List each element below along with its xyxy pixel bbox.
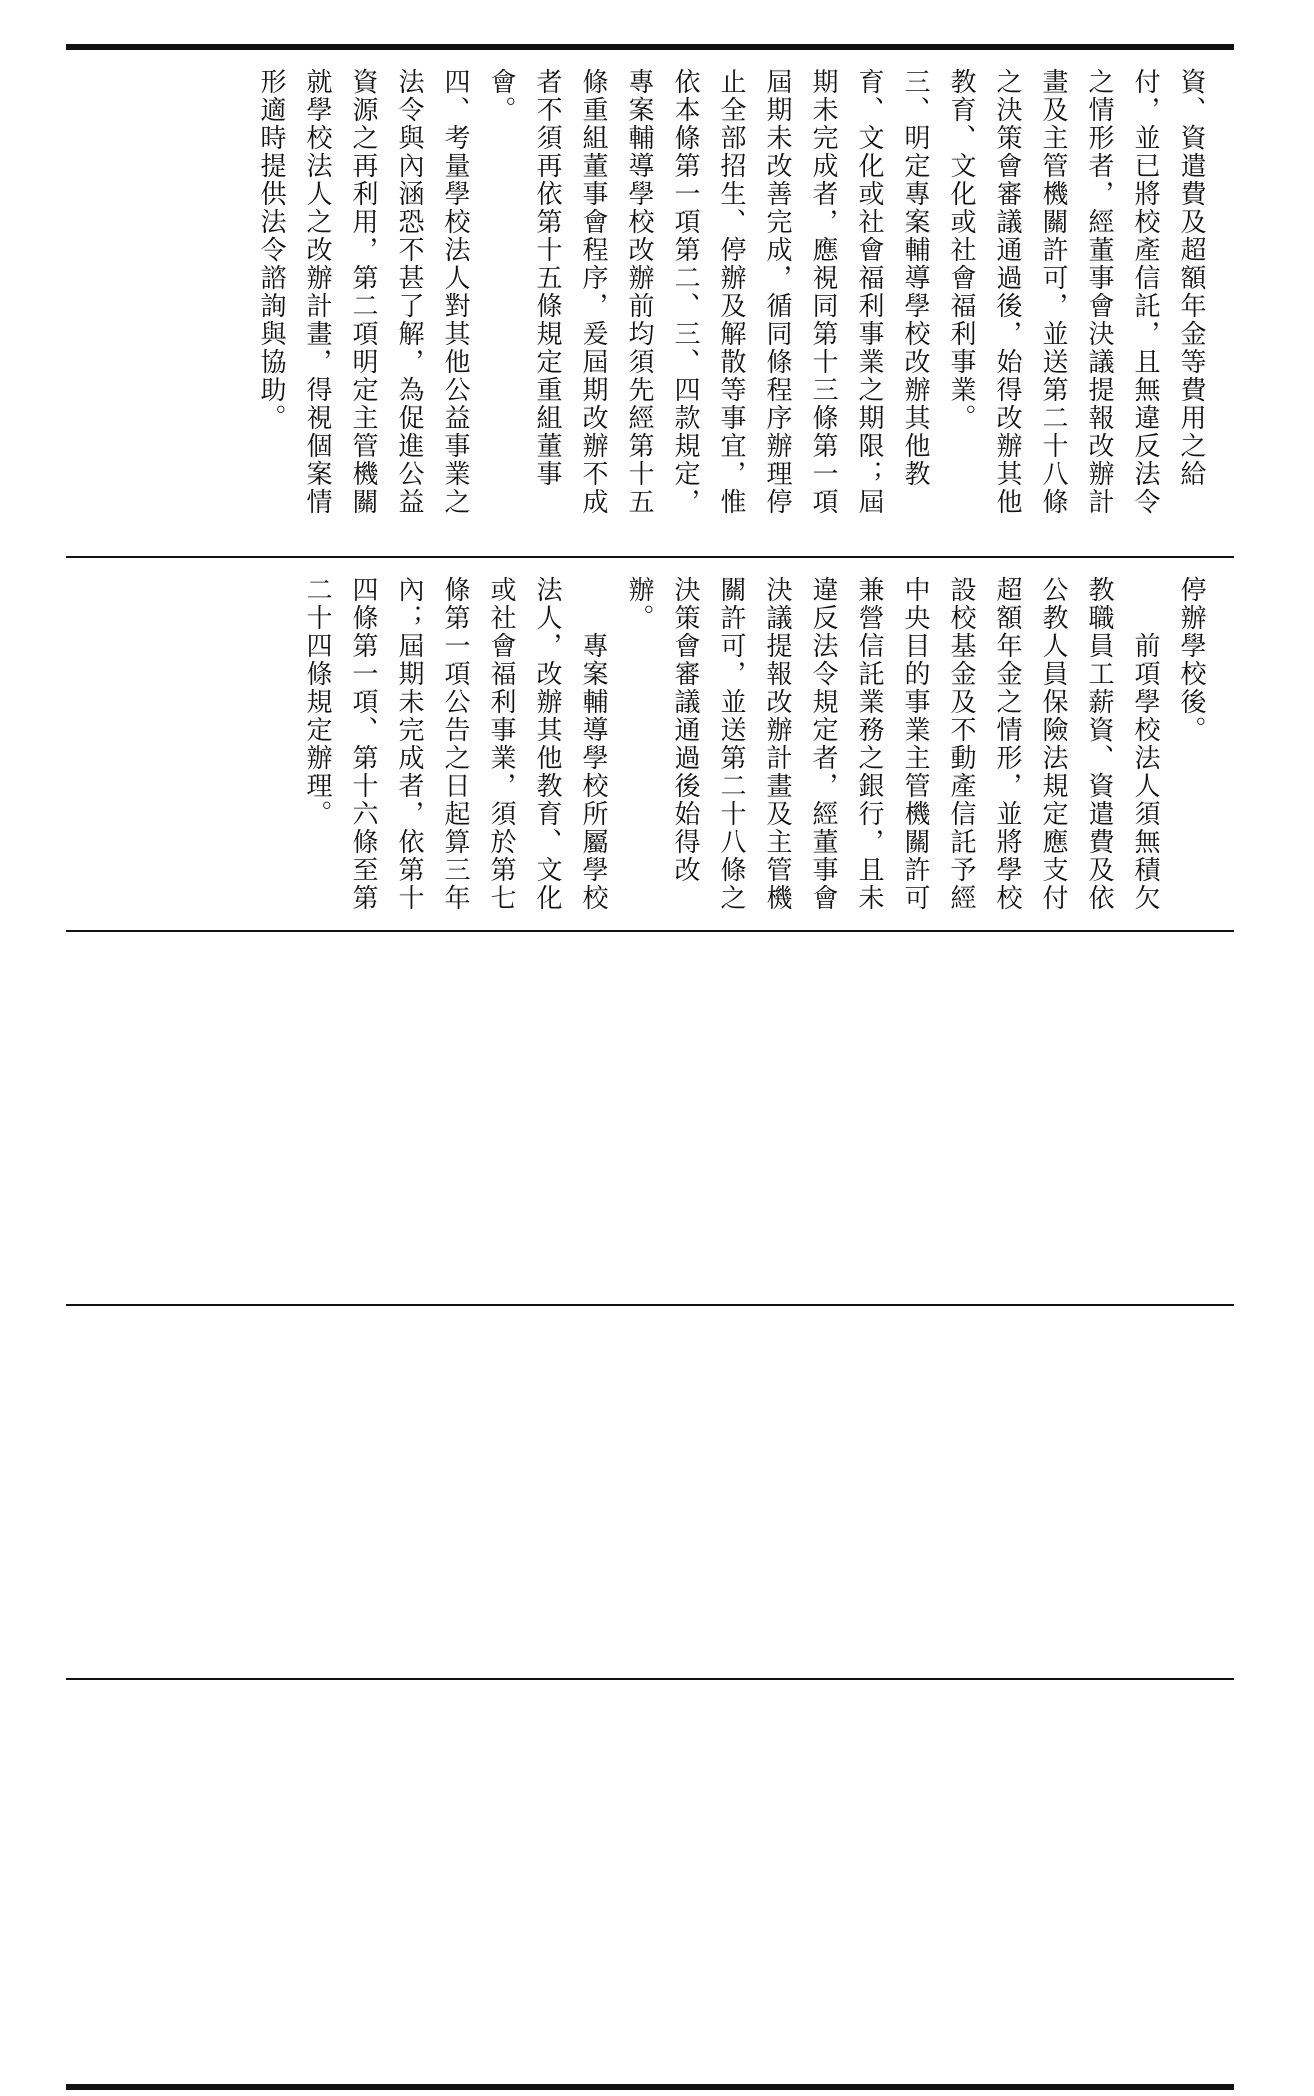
table-row	[66, 50, 1234, 556]
table-row	[66, 1680, 1234, 2088]
table-row	[66, 932, 1234, 1304]
empty-cell	[66, 1306, 1234, 1678]
empty-cell	[66, 1680, 1234, 2088]
explanation-text: 資、資遣費及超額年金等費用之給付，並已將校產信託，且無違反法令之情形者，經董事會決議提報改辦計畫及主管機關許可，並送第二十八條之決策會審議通過後，始得改辦其他教育、文化或社會福利事業。 三、明定專案輔導學校改辦其他教育、文化或社會福利事業之期限；屆期未完成者，應視同第十三條第一項屆期未改善完成，循同條程序辦理停止全部招生、停辦及解散等事宜，惟依本條第一項第二、三、四款規定，專案輔導學校改辦前均須先經第十五條重組董事會程序，爰屆期改辦不成者不須再依第十五條規定重組董事會。 四、考量學校法人對其他公益事業之法令與內涵恐不甚了解，為促進公益資源之再利用，第二項明定主管機關就學校法人之改辦計畫，得視個案情形適時提供法令諮詢與協助。	[256, 68, 1206, 516]
article-text: 停辦學校後。 前項學校法人須無積欠教職員工薪資、資遣費及依公教人員保險法規定應支付超額年金之情形，並將學校設校基金及不動產信託予經中央目的事業主管機關許可兼營信託業務之銀行，且未違反法令規定者，經董事會決議提報改辦計畫及主管機關許可，並送第二十八條之決策會審議通過後始得改辦。 專案輔導學校所屬學校法人，改辦其他教育、文化或社會福利事業，須於第七條第一項公告之日起算三年內；屆期未完成者，依第十四條第一項、第十六條至第二十四條規定辦理。	[302, 576, 1206, 912]
empty-cell	[66, 932, 1234, 1304]
table-row	[66, 1306, 1234, 1678]
table-row	[66, 558, 1234, 930]
bottom-border-rule	[66, 2084, 1234, 2090]
